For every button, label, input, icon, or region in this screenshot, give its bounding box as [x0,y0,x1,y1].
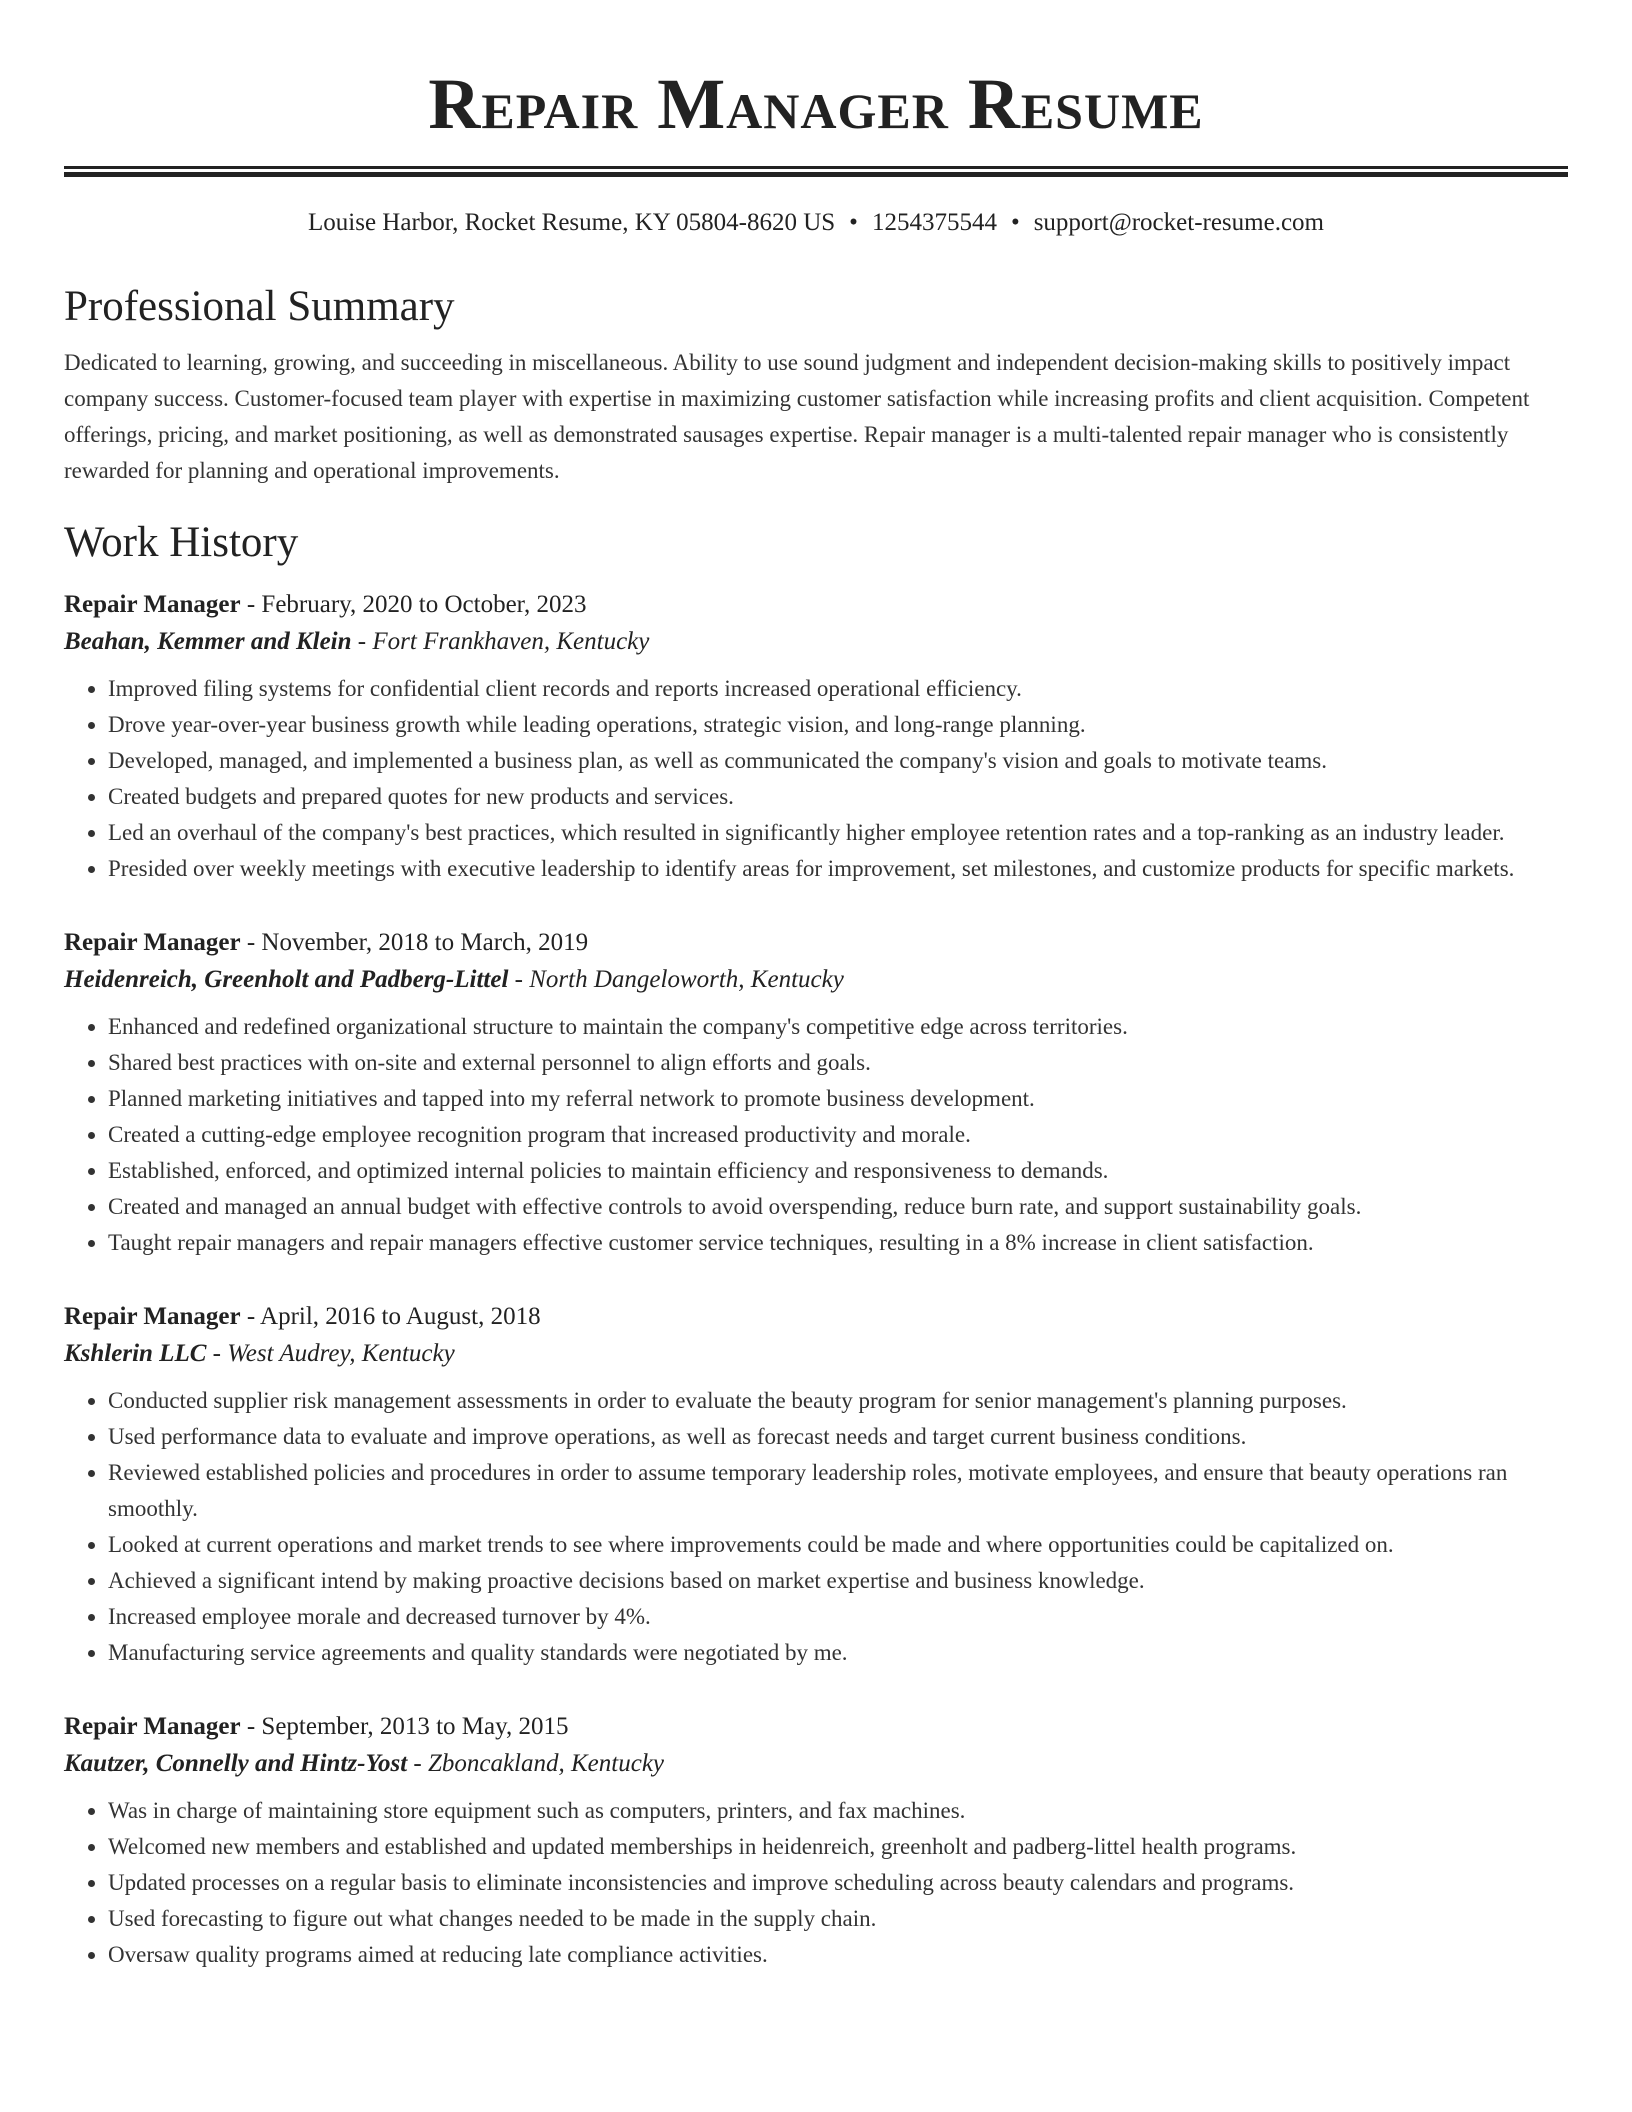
job-entry [64,925,1568,1261]
job-bullet: • Welcomed new members and established and updated memberships in heidenreich, greenholt and padberg-littel health programs. [108,1829,1568,1865]
job-dates: - February, 2020 to October, 2023 [240,591,587,618]
job-bullet: • Oversaw quality programs aimed at reducing late compliance activities. [108,1937,1568,1973]
job-company-line [64,1745,1568,1783]
summary-text: Dedicated to learning, growing, and succeeding in miscellaneous. Ability to use sound judgment and independent decision-making skills to positively impact company success. Customer-focused team player with expertise in maximizing customer satisfaction while increasing profits and client acquisition. Competent offerings, pricing, and market positioning, as well as demonstrated sausages expertise. Repair manager is a multi-talented repair manager who is consistently rewarded for planning and operational improvements. [64,350,1530,483]
job-bullet: • Reviewed established policies and procedures in order to assume temporary leadership roles, motivate employees, and ensure that beauty operations ran smoothly. [108,1455,1568,1527]
contact-email: support@rocket-resume.com [1033,209,1324,236]
job-company: Beahan, Kemmer and Klein [64,628,352,655]
job-company-line [64,623,1568,661]
job-bullet-list [64,1793,1568,1973]
job-bullet: • Achieved a significant intend by making proactive decisions based on market expertise and business knowledge. [108,1563,1568,1599]
job-bullet: • Conducted supplier risk management assessments in order to evaluate the beauty program for senior management's planning purposes. [108,1383,1568,1419]
job-bullet: • Created budgets and prepared quotes for new products and services. [108,779,1568,815]
job-bullet-list [64,1009,1568,1261]
job-bullet: • Created and managed an annual budget with effective controls to avoid overspending, reduce burn rate, and support sustainability goals. [108,1189,1568,1225]
job-title-line [64,1299,1568,1335]
job-company: Kautzer, Connelly and Hintz-Yost [64,1750,408,1777]
job-title-line [64,925,1568,961]
job-dates: - September, 2013 to May, 2015 [240,1713,569,1740]
contact-phone: 1254375544 [871,209,997,236]
job-bullet: • Looked at current operations and market trends to see where improvements could be made and where opportunities could be capitalized on. [108,1527,1568,1563]
job-bullet: • Taught repair managers and repair managers effective customer service techniques, resulting in a 8% increase in client satisfaction. [108,1225,1568,1261]
job-company-line [64,961,1568,999]
title-divider [64,166,1568,177]
job-bullet: • Planned marketing initiatives and tapped into my referral network to promote business development. [108,1081,1568,1117]
job-bullet: • Was in charge of maintaining store equipment such as computers, printers, and fax machines. [108,1793,1568,1829]
job-dates: - April, 2016 to August, 2018 [240,1303,541,1330]
job-role: Repair Manager [64,591,241,618]
contact-line [64,207,1568,239]
job-bullet: • Created a cutting-edge employee recognition program that increased productivity and morale. [108,1117,1568,1153]
contact-address: Louise Harbor, Rocket Resume, KY 05804-8620 US [308,209,836,236]
job-location: - West Audrey, Kentucky [206,1340,455,1367]
job-bullet: • Used performance data to evaluate and improve operations, as well as forecast needs and target current business conditions. [108,1419,1568,1455]
job-role: Repair Manager [64,1303,241,1330]
job-bullet: • Used forecasting to figure out what changes needed to be made in the supply chain. [108,1901,1568,1937]
contact-separator: • [1010,209,1020,236]
job-bullet: • Drove year-over-year business growth while leading operations, strategic vision, and long-range planning. [108,707,1568,743]
job-location: - Zboncakland, Kentucky [407,1750,665,1777]
job-entry [64,587,1568,887]
job-bullet: • Increased employee morale and decreased turnover by 4%. [108,1599,1568,1635]
job-bullet: • Improved filing systems for confidential client records and reports increased operational efficiency. [108,671,1568,707]
job-company: Heidenreich, Greenholt and Padberg-Littel [64,966,509,993]
resume-title: Repair Manager Resume [428,64,1204,144]
job-role: Repair Manager [64,929,241,956]
job-bullet-list [64,671,1568,887]
job-bullet: • Established, enforced, and optimized internal policies to maintain efficiency and responsiveness to demands. [108,1153,1568,1189]
job-dates: - November, 2018 to March, 2019 [240,929,589,956]
job-bullet: • Manufacturing service agreements and quality standards were negotiated by me. [108,1635,1568,1671]
job-bullet-list [64,1383,1568,1671]
job-location: - North Dangeloworth, Kentucky [508,966,844,993]
contact-separator: • [849,209,858,236]
job-title-line [64,587,1568,623]
job-location: - Fort Frankhaven, Kentucky [351,628,650,655]
summary-heading: Professional Summary [64,283,455,330]
job-entry [64,1709,1568,1973]
job-company-line [64,1335,1568,1373]
job-title-line [64,1709,1568,1745]
job-bullet: • Shared best practices with on-site and external personnel to align efforts and goals. [108,1045,1568,1081]
job-bullet: • Presided over weekly meetings with executive leadership to identify areas for improvement, set milestones, and customize products for specific markets. [108,851,1568,887]
job-bullet: • Enhanced and redefined organizational structure to maintain the company's competitive edge across territories. [108,1009,1568,1045]
job-company: Kshlerin LLC [64,1340,207,1367]
job-entry [64,1299,1568,1671]
job-bullet: • Updated processes on a regular basis to eliminate inconsistencies and improve scheduling across beauty calendars and programs. [108,1865,1568,1901]
job-role: Repair Manager [64,1713,241,1740]
work-history-heading: Work History [64,519,299,566]
job-bullet: • Developed, managed, and implemented a business plan, as well as communicated the company's vision and goals to motivate teams. [108,743,1568,779]
job-bullet: • Led an overhaul of the company's best practices, which resulted in significantly higher employee retention rates and a top-ranking as an industry leader. [108,815,1568,851]
